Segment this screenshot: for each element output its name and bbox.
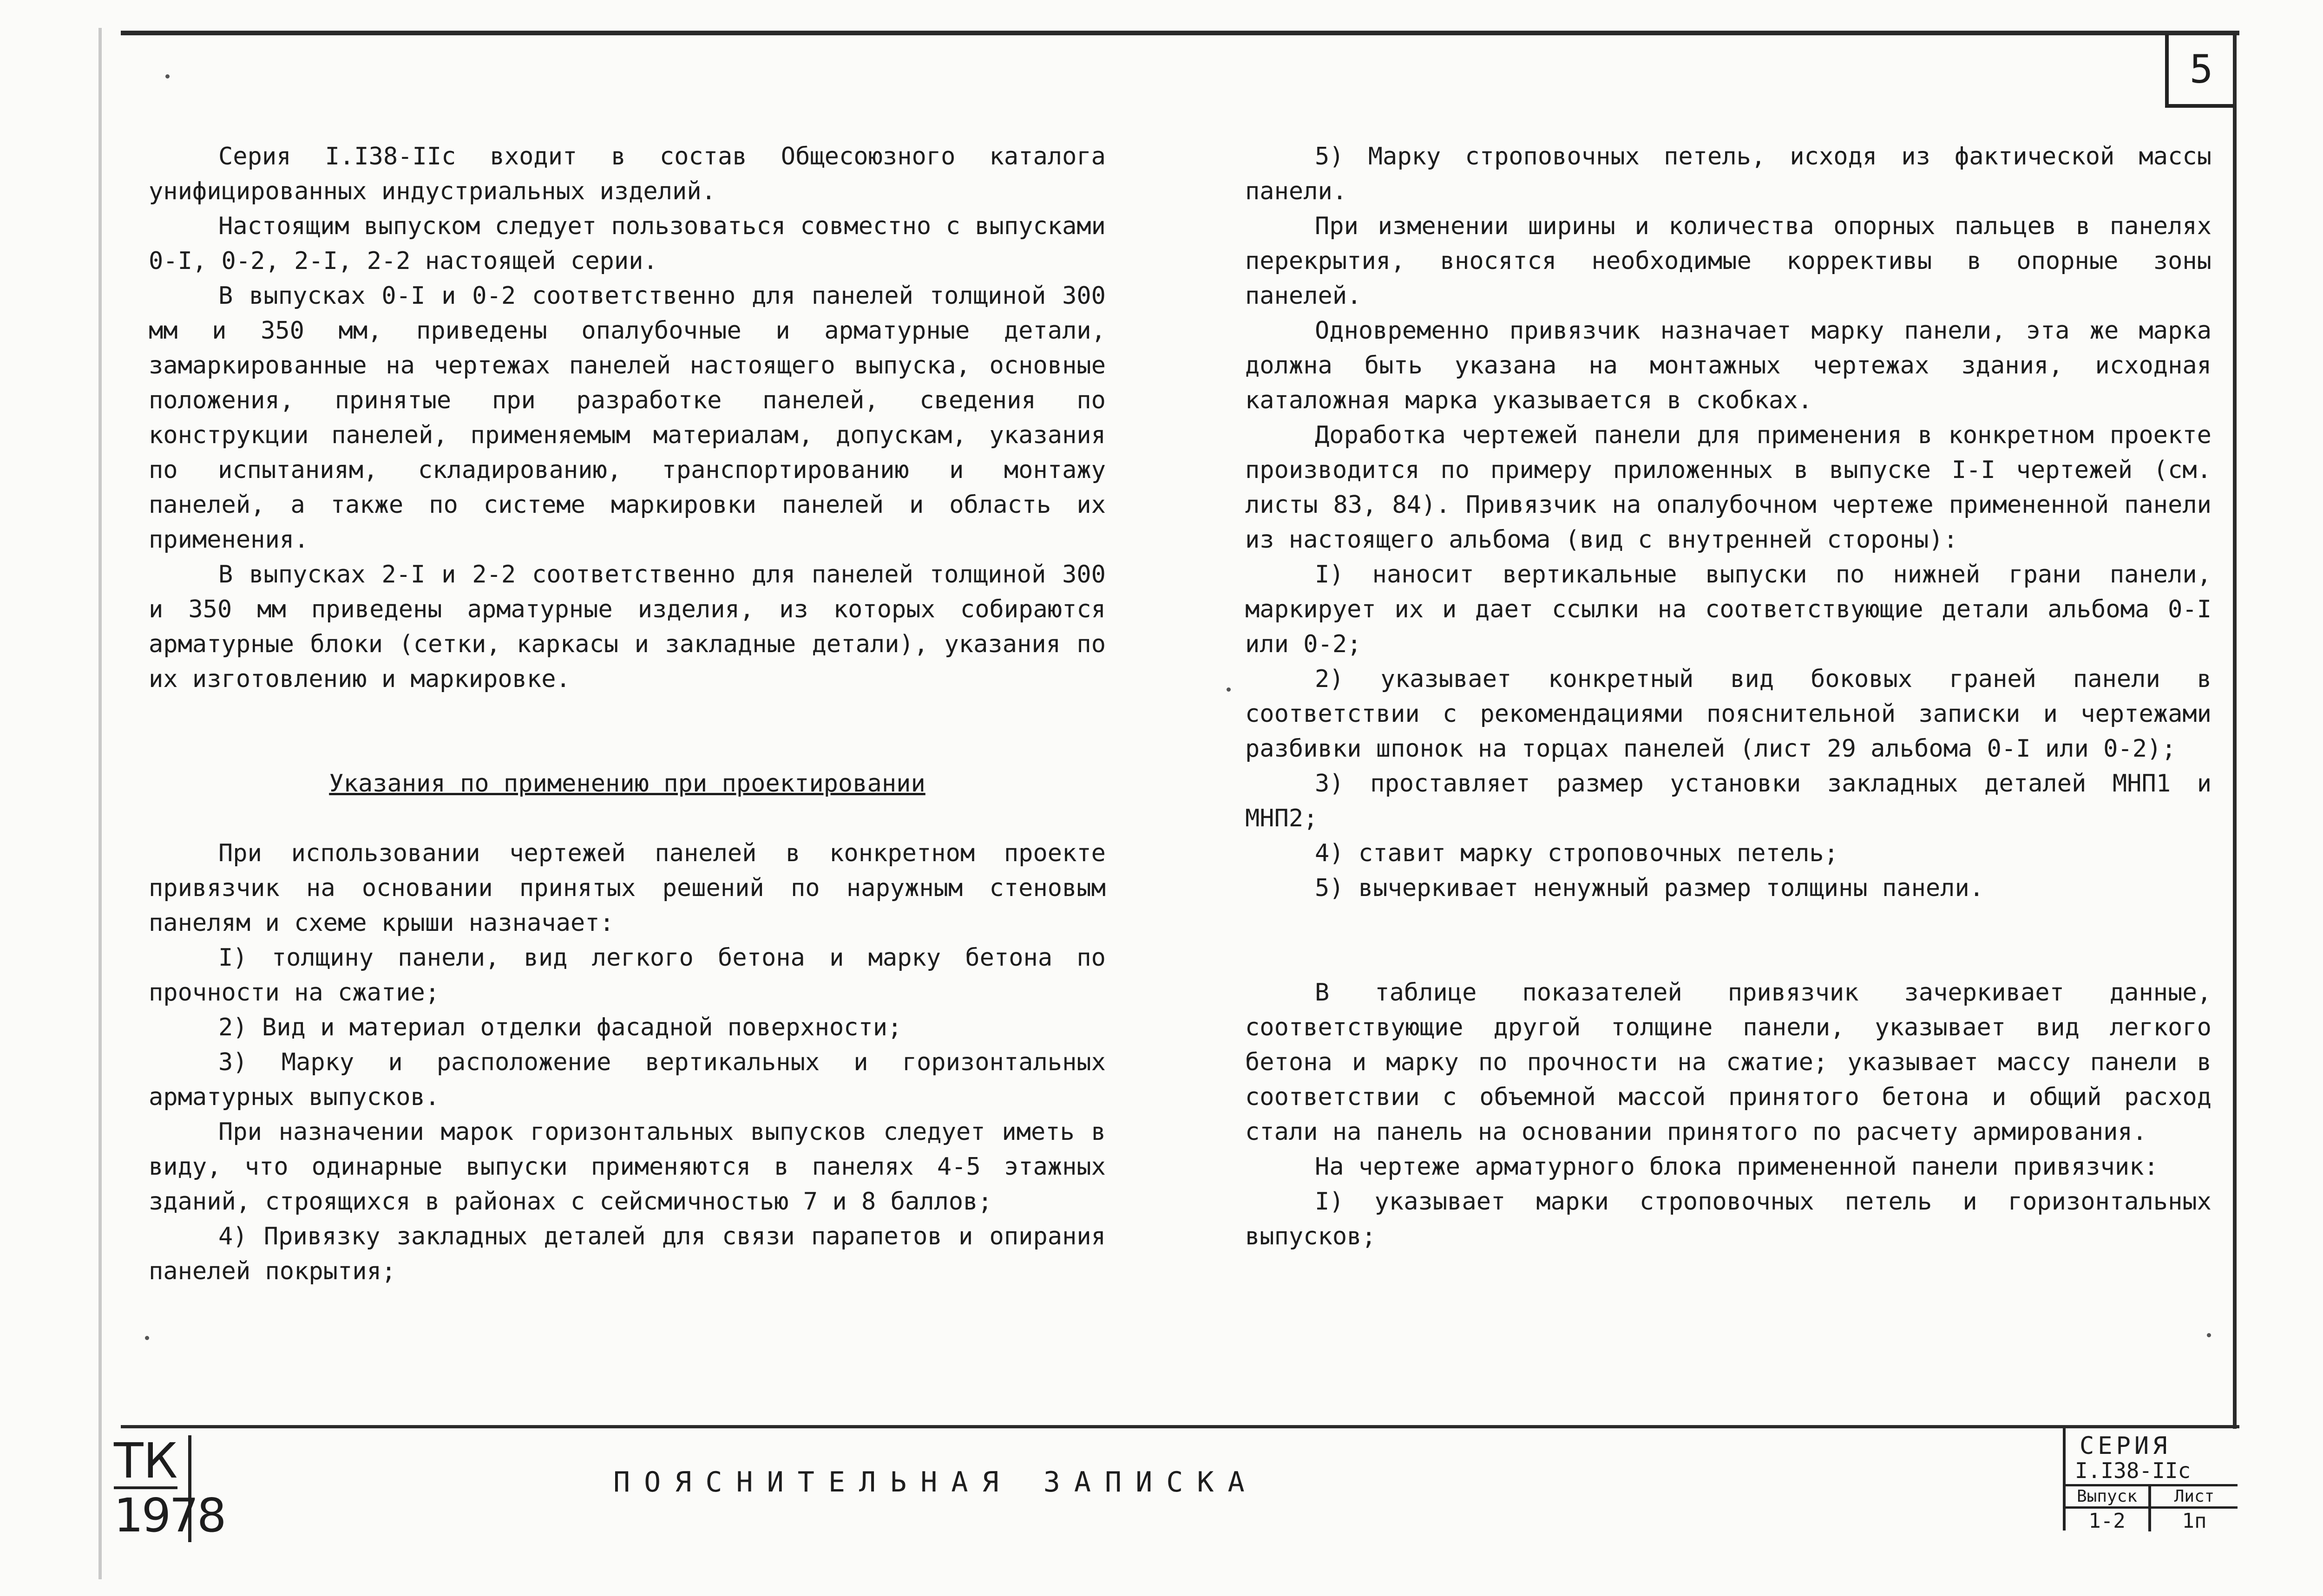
document-title: ПОЯСНИТЕЛЬНАЯ ЗАПИСКА (613, 1466, 1259, 1498)
series-stamp (2063, 1428, 2238, 1531)
paragraph: 4) Привязку закладных деталей для связи парапетов и опирания панелей покрытия; (149, 1223, 1106, 1285)
stamp-divider (2066, 1484, 2238, 1486)
frame-left-line (98, 28, 102, 1579)
scan-speck (145, 1336, 149, 1340)
paragraph: 3) Марку и расположение вертикальных и горизонтальных арматурных выпусков. (149, 1048, 1106, 1111)
sheet-label: Лист (2151, 1487, 2238, 1509)
series-label: СЕРИЯ (2080, 1432, 2171, 1460)
org-stamp (114, 1432, 225, 1543)
paragraph: I) толщину панели, вид легкого бетона и марку бетона по прочности на сжатие; (149, 944, 1106, 1007)
frame-right-line (2233, 31, 2237, 1429)
paragraph: Одновременно привязчик назначает марку панели, эта же марка должна быть указана на монтажных чертежах здания, исходная каталожная марка указывается в скобках. (1245, 317, 2211, 414)
right-column (1245, 139, 2211, 1254)
scan-speck (165, 74, 170, 78)
paragraph: I) указывает марки строповочных петель и горизонтальных выпусков; (1245, 1188, 2211, 1250)
issue-value: 1-2 (2088, 1509, 2126, 1533)
paragraph: В выпусках 2-I и 2-2 соответственно для панелей толщиной 300 и 350 мм приведены арматурные изделия, из которых собираются арматурные блоки (сетки, каркасы и закладные детали), указания по их изготовлению и маркировке. (149, 561, 1106, 693)
frame-top-line (121, 31, 2239, 35)
paragraph: В таблице показателей привязчик зачеркивает данные, соответствующие другой толщине панели, указывает вид легкого бетона и марку по прочности на сжатие; указывает массу панели в соответствии с объемной массой принятого бетона и общий расход стали на панель на основании принятого по расчету армирования. (1245, 979, 2211, 1146)
paragraph: Доработка чертежей панели для применения в конкретном проекте производится по примеру приложенных в выпуске I-I чертежей (см. листы 83, 84). Привязчик на опалубочном чертеже примененной панели из настоящего альбома (вид с внутренней стороны): (1245, 421, 2211, 554)
frame-bottom-line (121, 1425, 2239, 1428)
scan-speck (1227, 687, 1231, 692)
paragraph: При использовании чертежей панелей в конкретном проекте привязчик на основании принятых решений по наружным стеновым панелям и схеме крыши назначает: (149, 839, 1106, 937)
org-code: ТК (114, 1432, 178, 1489)
issue-label: Выпуск (2066, 1487, 2148, 1509)
paragraph: Серия I.I38-IIс входит в состав Общесоюзного каталога унифицированных индустриальных изделий. (149, 143, 1106, 205)
paragraph: Настоящим выпуском следует пользоваться совместно с выпусками 0-I, 0-2, 2-I, 2-2 настоящей серии. (149, 212, 1106, 275)
sheet-value: 1п (2182, 1509, 2207, 1533)
sheet-cell (2151, 1487, 2238, 1534)
paragraph: В выпусках 0-I и 0-2 соответственно для панелей толщиной 300 мм и 350 мм, приведены опалубочные и арматурные детали, замаркированные на чертежах панелей настоящего выпуска, основные положения, принятые при разработке панелей, сведения по конструкции панелей, применяемым материалам, допускам, указания по испытаниям, складированию, транспортированию и монтажу панелей, а также по системе маркировки панелей и область их применения. (149, 282, 1106, 554)
paragraph: I) наносит вертикальные выпуски по нижней грани панели, маркирует их и дает ссылки на соответствующие детали альбома 0-I или 0-2; (1245, 561, 2211, 658)
paragraph: 2) указывает конкретный вид боковых граней панели в соответствии с рекомендациями пояснительной записки и чертежами разбивки шпонок на торцах панелей (лист 29 альбома 0-I или 0-2); (1245, 665, 2211, 763)
section-heading: Указания по применению при проектировании (329, 770, 925, 798)
paragraph: 3) проставляет размер установки закладных деталей МНП1 и МНП2; (1245, 770, 2211, 832)
paragraph: На чертеже арматурного блока примененной панели привязчик: (1315, 1153, 2159, 1181)
paragraph: 4) ставит марку строповочных петель; (1315, 839, 1839, 867)
series-value: I.I38-IIс (2075, 1458, 2191, 1483)
paragraph: При изменении ширины и количества опорных пальцев в панелях перекрытия, вносятся необходимые коррективы в опорные зоны панелей. (1245, 212, 2211, 310)
issue-cell (2066, 1487, 2148, 1534)
scan-speck (2207, 1333, 2211, 1337)
org-year: 1978 (114, 1488, 225, 1543)
sheet-number: 5 (2165, 34, 2234, 108)
paragraph: 2) Вид и материал отделки фасадной поверхности; (218, 1014, 902, 1041)
paragraph: 5) вычеркивает ненужный размер толщины панели. (1315, 874, 1984, 902)
left-column (149, 139, 1106, 1289)
paragraph: 5) Марку строповочных петель, исходя из фактической массы панели. (1245, 143, 2211, 205)
paragraph: При назначении марок горизонтальных выпусков следует иметь в виду, что одинарные выпуски применяются в панелях 4-5 этажных зданий, строящихся в районах с сейсмичностью 7 и 8 баллов; (149, 1118, 1106, 1216)
